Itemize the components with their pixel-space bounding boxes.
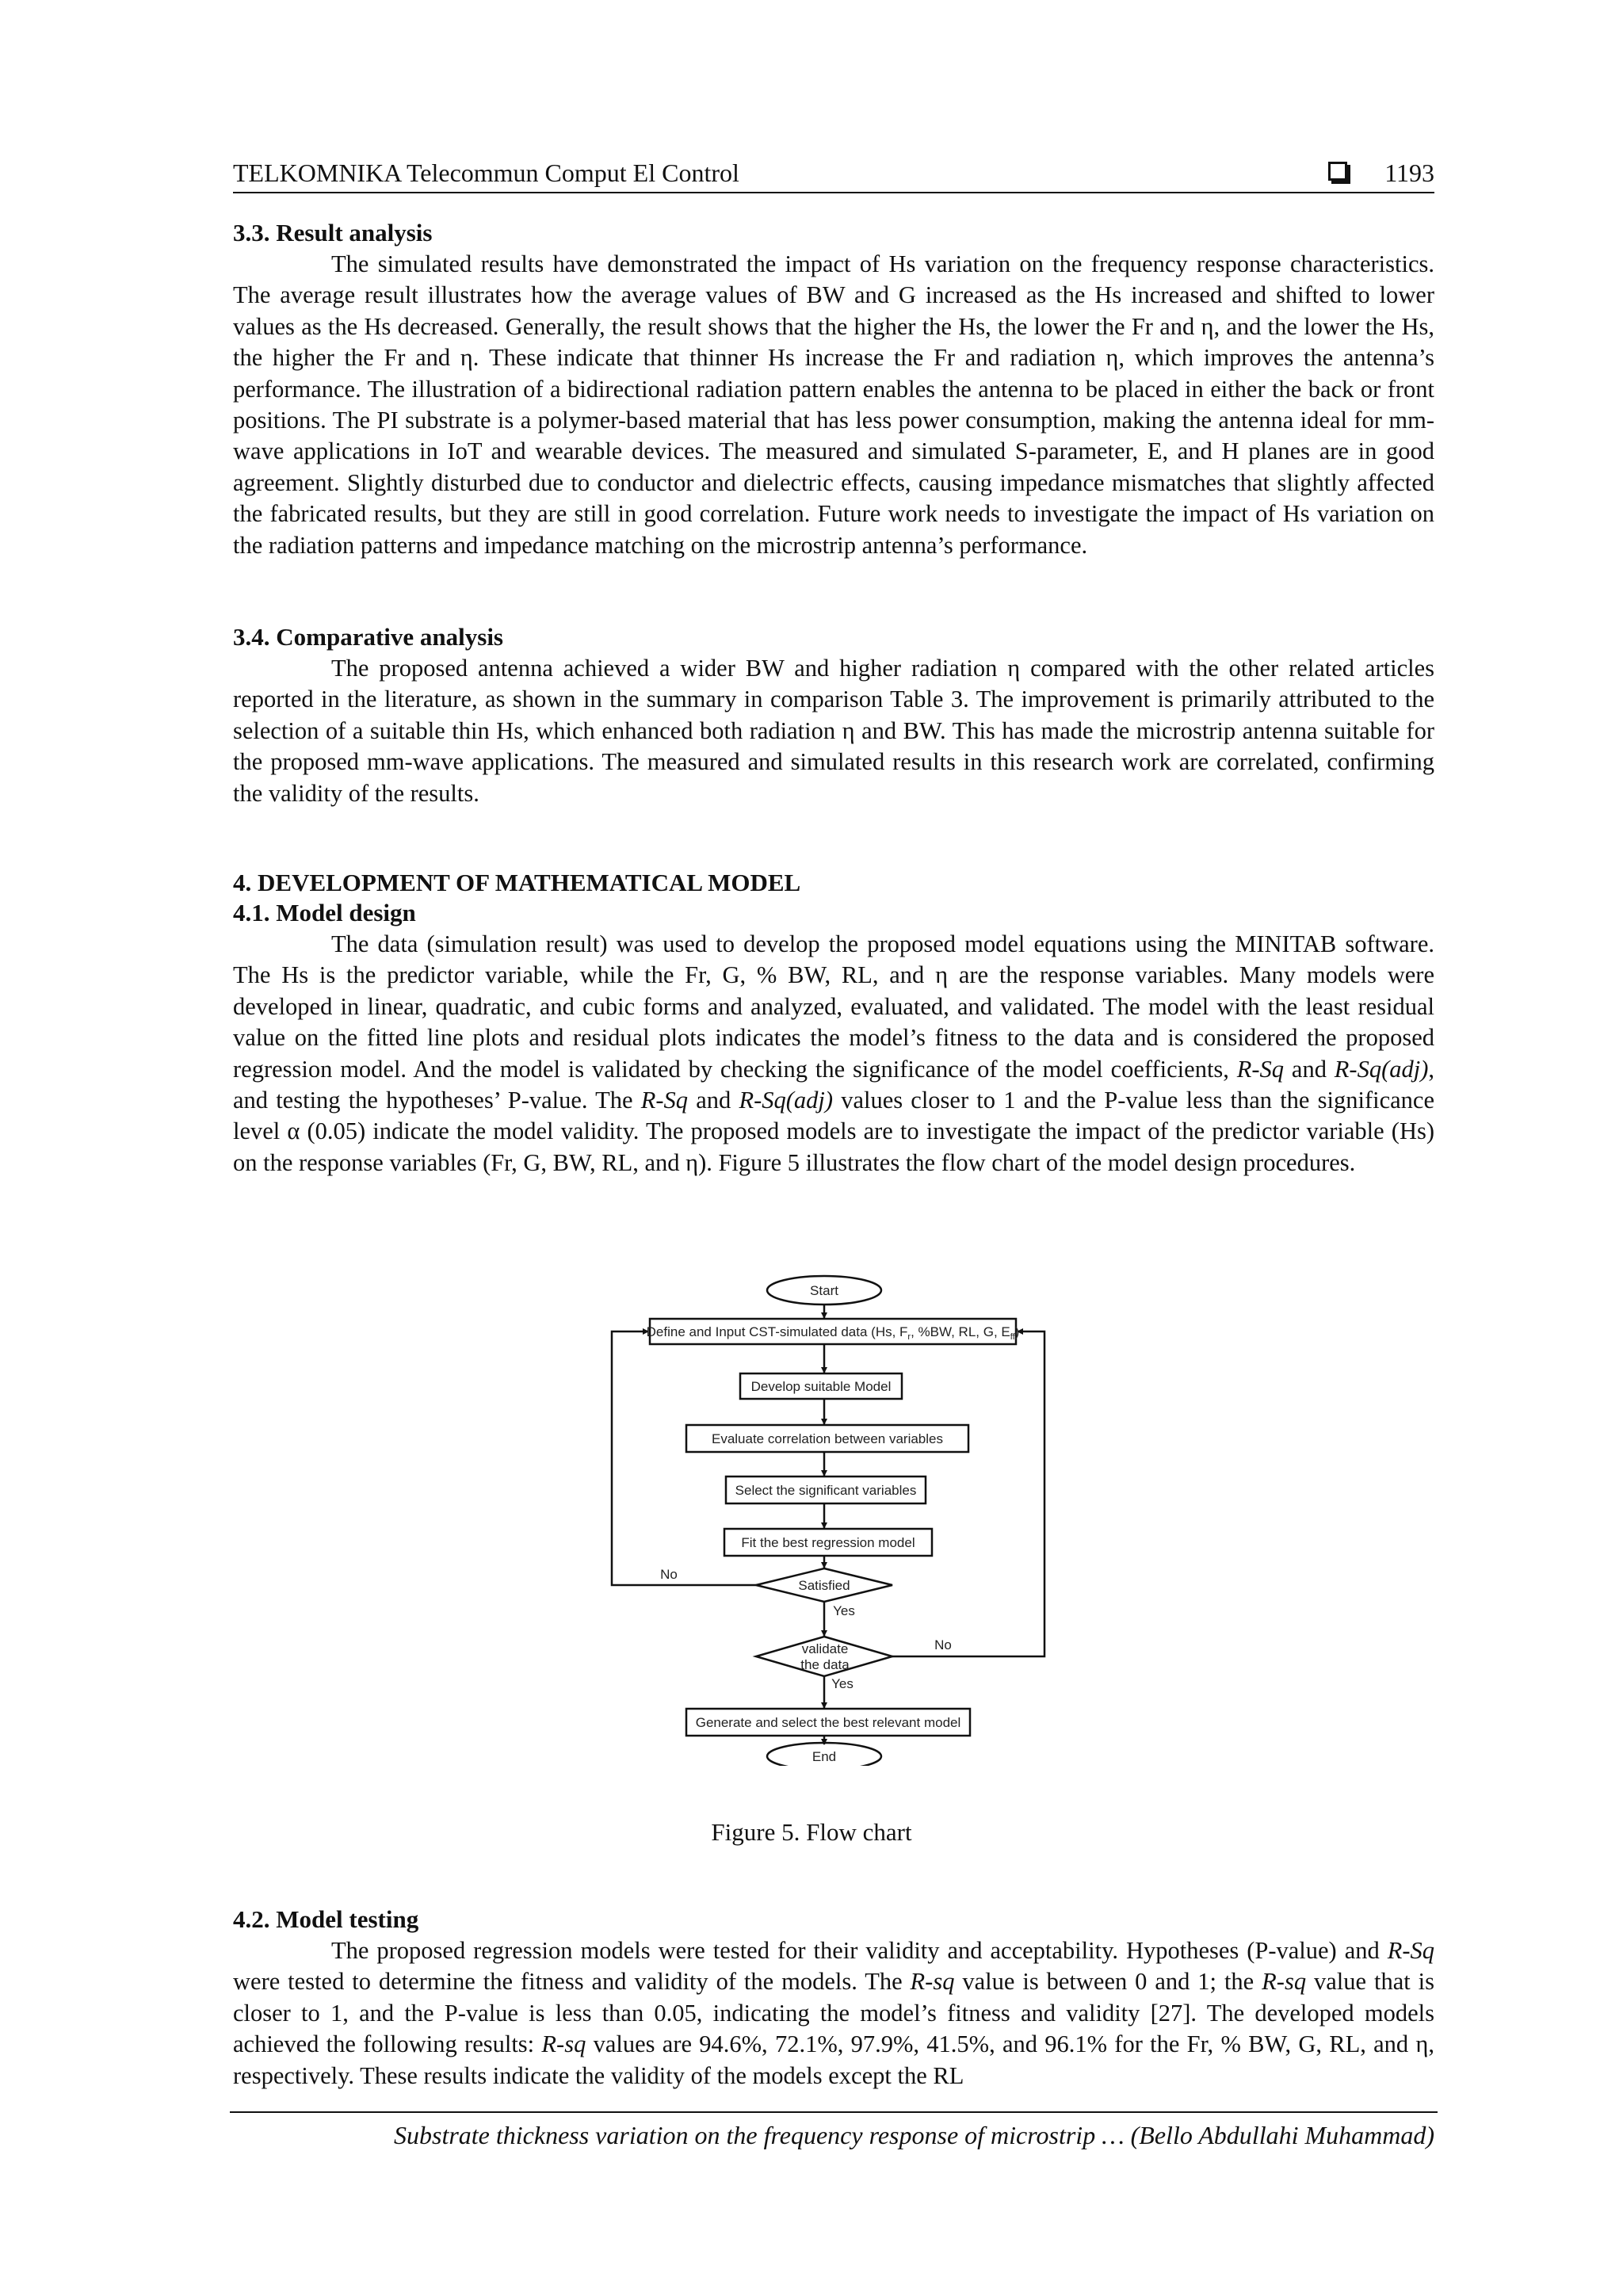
section-heading-4-2: 4.2. Model testing [233,1905,419,1933]
header-rule [233,192,1434,193]
model-testing-text-b: were tested to determine the fitness and validity of the models. The [233,1968,911,1996]
paragraph-model-design [233,929,1434,1179]
flow-chart-figure [610,1266,1054,1766]
end-label: End [812,1749,837,1764]
journal-name: TELKOMNIKA Telecommun Comput El Control [233,159,739,187]
yes-label-1: Yes [833,1603,855,1618]
paragraph-comparative-analysis: The proposed antenna achieved a wider BW and higher radiation η compared with the other related articles reported in the literature, as shown in the summary in comparison Table 3. The improvement is primarily attributed to the selection of a suitable thin Hs, which enhanced both radiation η and BW. This has made the microstrip antenna suitable for the proposed mm-wave applications. The measured and simulated results in this research work are correlated, confirming the validity of the results. [233,655,1434,807]
model-testing-text-e: values are 94.6%, 72.1%, 97.9%, 41.5%, and 96.1% for the Fr, % BW, G, RL, and η, respectively. These results indicate the validity of the models except the RL [233,2030,1434,2089]
yes-label-2: Yes [831,1676,854,1691]
generate-label: Generate and select the best relevant model [695,1715,961,1730]
start-label: Start [810,1283,838,1298]
conjunction-and: and [1284,1055,1335,1083]
validate-label-1: validate [801,1641,849,1656]
model-testing-text-c: value is between 0 and 1; the [954,1968,1262,1996]
define-label: Define and Input CST-simulated data (Hs, $F_r$, %BW, RL, G, $E_{ff}$) [646,1324,1020,1342]
section-heading-4-1: 4.1. Model design [233,899,416,926]
model-testing-text-d: value that is closer to 1, and the P-value is less than 0.05, indicating the model’s fitness and validity [27]. The developed models achieved the following results: [233,1968,1434,2058]
conjunction-and: and [688,1087,739,1114]
square-bullet-icon [1328,162,1347,181]
footer-rule [230,2111,1438,2113]
evaluate-label: Evaluate correlation between variables [711,1431,944,1446]
paragraph-model-testing [233,1935,1434,2092]
rsq-term: R-sq [541,2030,586,2058]
fit-label: Fit the best regression model [741,1535,915,1550]
page-header [233,155,1434,190]
no-label-right: No [934,1637,952,1652]
model-design-text-c: values closer to 1 and the P-value less than the significance level α (0.05) indicate the model validity. The proposed models are to investigate the impact of the predictor variable (Hs) on the response variables (Fr, G, BW, RL, and η). Figure 5 illustrates the flow chart of the model design procedures. [233,1087,1434,1176]
page-number: 1193 [1384,159,1434,187]
page-footer: Substrate thickness variation on the frequency response of microstrip … (Bello Abdullahi Muhammad) [393,2121,1434,2149]
paragraph-result-analysis: The simulated results have demonstrated the impact of Hs variation on the frequency response characteristics. The average result illustrates how the average values of BW and G increased as the Hs increased and shifted to lower values as the Hs decreased. Generally, the result shows that the higher the Hs, the lower the Fr and η, and the lower the Hs, the higher the Fr and η. These indicate that thinner Hs increase the Fr and radiation η, which improves the antenna’s performance. The illustration of a bidirectional radiation pattern enables the antenna to be placed in either the back or front positions. The PI substrate is a polymer-based material that has less power consumption, making the antenna ideal for mm-wave applications in IoT and wearable devices. The measured and simulated S-parameter, E, and H planes are in good agreement. Slightly disturbed due to conductor and dielectric effects, causing impedance mismatches that slightly affected the fabricated results, but they are still in good correlation. Future work needs to investigate the impact of Hs variation on the radiation patterns and impedance matching on the microstrip antenna’s performance. [233,250,1434,559]
rsq-term: R-sq [910,1968,955,1996]
section-heading-3-3: 3.3. Result analysis [233,219,433,246]
develop-label: Develop suitable Model [750,1379,892,1394]
validate-label-2: the data [800,1657,850,1672]
no-loop-left [612,1331,756,1585]
rsq-term: R-Sq [640,1087,689,1114]
no-label-left: No [660,1567,678,1582]
select-label: Select the significant variables [735,1483,917,1498]
model-design-text-a: The data (simulation result) was used to develop the proposed model equations using the MINITAB software. The Hs is the predictor variable, while the Fr, G, % BW, RL, and η are the response variables. Many models were developed in linear, quadratic, and cubic forms and analyzed, evaluated, and validated. The model with the least residual value on the fitted line plots and residual plots indicates the model’s fitness to the data and is considered the proposed regression model. And the model is validated by checking the significance of the model coefficients, [233,930,1434,1083]
model-testing-text-a: The proposed regression models were tested for their validity and acceptability. Hypotheses (P-value) and [331,1937,1388,1964]
rsq-term: R-Sq [1236,1055,1285,1083]
section-heading-3-4: 3.4. Comparative analysis [233,623,503,651]
model-design-text-b: , and testing the hypotheses’ P-value. The [233,1055,1434,1114]
satisfied-label: Satisfied [798,1578,850,1593]
rsq-term: R-sq [1262,1968,1307,1996]
section-heading-4: 4. DEVELOPMENT OF MATHEMATICAL MODEL [233,869,801,896]
rsqadj-term: R-Sq(adj) [739,1087,834,1114]
figure-caption: Figure 5. Flow chart [711,1818,912,1846]
rsq-term: R-Sq [1387,1937,1434,1964]
rsqadj-term: R-Sq(adj) [1334,1055,1429,1083]
